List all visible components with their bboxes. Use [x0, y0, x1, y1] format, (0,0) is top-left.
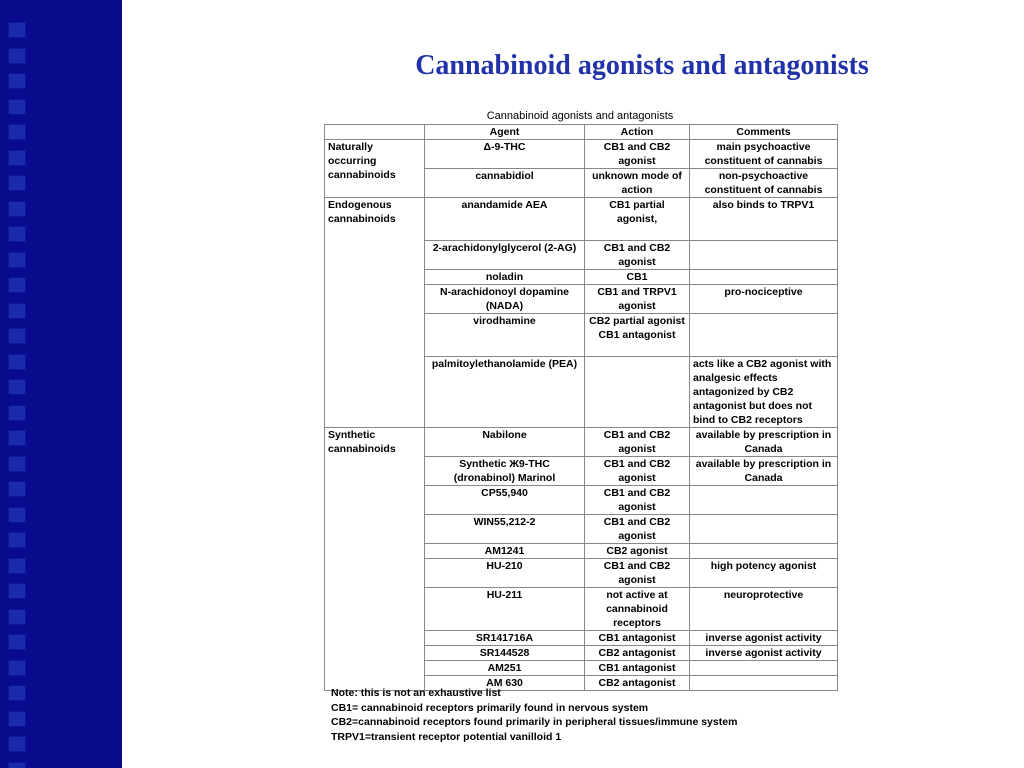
action-cell: CB1 and CB2 agonist [585, 515, 690, 544]
sidebar-square [8, 328, 26, 344]
action-cell: CB1 and CB2 agonist [585, 559, 690, 588]
action-cell: CB1 and TRPV1 agonist [585, 285, 690, 314]
comments-cell [690, 241, 838, 270]
agent-cell: anandamide AEA [425, 198, 585, 241]
sidebar-square [8, 22, 26, 38]
comments-cell: high potency agonist [690, 559, 838, 588]
group-label: Endogenous cannabinoids [325, 198, 425, 428]
table-header-row [325, 125, 838, 140]
sidebar-square [8, 609, 26, 625]
action-cell: CB2 agonist [585, 544, 690, 559]
sidebar-square [8, 226, 26, 242]
action-cell: CB1 and CB2 agonist [585, 241, 690, 270]
agent-cell: Nabilone [425, 428, 585, 457]
sidebar-square [8, 660, 26, 676]
action-cell: not active at cannabinoid receptors [585, 588, 690, 631]
sidebar-square [8, 124, 26, 140]
group-label: Naturally occurring cannabinoids [325, 140, 425, 198]
notes [331, 686, 851, 744]
sidebar-square [8, 685, 26, 701]
comments-cell: acts like a CB2 agonist with analgesic effects antagonized by CB2 antagonist but does not bind to CB2 receptors [690, 357, 838, 428]
table-row [325, 140, 838, 169]
sidebar-square [8, 405, 26, 421]
action-cell: CB1 antagonist [585, 631, 690, 646]
sidebar-square [8, 481, 26, 497]
comments-cell: also binds to TRPV1 [690, 198, 838, 241]
header-action: Action [585, 125, 690, 140]
sidebar-square [8, 456, 26, 472]
sidebar-square [8, 558, 26, 574]
comments-cell [690, 314, 838, 357]
sidebar-square [8, 736, 26, 752]
agent-cell: HU-211 [425, 588, 585, 631]
agent-cell: AM251 [425, 661, 585, 676]
sidebar-square [8, 634, 26, 650]
note-line: TRPV1=transient receptor potential vanilloid 1 [331, 730, 562, 743]
sidebar-square [8, 532, 26, 548]
action-cell: unknown mode of action [585, 169, 690, 198]
comments-cell: pro-nociceptive [690, 285, 838, 314]
action-cell: CB1 and CB2 agonist [585, 457, 690, 486]
action-cell [585, 357, 690, 428]
table-body [325, 140, 838, 691]
action-cell: CB1 antagonist [585, 661, 690, 676]
sidebar-square [8, 379, 26, 395]
comments-cell: main psychoactive constituent of cannabis [690, 140, 838, 169]
comments-cell [690, 486, 838, 515]
comments-cell [690, 661, 838, 676]
action-cell: CB1 partial agonist, [585, 198, 690, 241]
sidebar-square [8, 430, 26, 446]
comments-cell [690, 515, 838, 544]
action-cell: CB2 antagonist [585, 676, 690, 691]
cannabinoid-table [324, 124, 838, 691]
comments-cell: neuroprotective [690, 588, 838, 631]
note-line: Note: this is not an exhaustive list [331, 687, 501, 699]
sidebar-square [8, 762, 26, 768]
note-line: CB2=cannabinoid receptors found primarily in peripheral tissues/immune system [331, 716, 738, 728]
action-cell: CB1 and CB2 agonist [585, 486, 690, 515]
agent-cell: AM 630 [425, 676, 585, 691]
sidebar-square [8, 99, 26, 115]
comments-cell: available by prescription in Canada [690, 428, 838, 457]
agent-cell: CP55,940 [425, 486, 585, 515]
agent-cell: SR144528 [425, 646, 585, 661]
sidebar-square [8, 711, 26, 727]
comments-cell [690, 544, 838, 559]
agent-cell: Synthetic Ж9-THC (dronabinol) Marinol [425, 457, 585, 486]
sidebar-square [8, 175, 26, 191]
table-row [325, 198, 838, 241]
header-group [325, 125, 425, 140]
comments-cell: inverse agonist activity [690, 631, 838, 646]
action-cell: CB1 [585, 270, 690, 285]
note-line: CB1= cannabinoid receptors primarily found in nervous system [331, 701, 649, 714]
slide-title: Cannabinoid agonists and antagonists [415, 50, 869, 81]
agent-cell: SR141716A [425, 631, 585, 646]
action-cell: CB2 antagonist [585, 646, 690, 661]
header-agent: Agent [425, 125, 585, 140]
group-label: Synthetic cannabinoids [325, 428, 425, 691]
agent-cell: noladin [425, 270, 585, 285]
agent-cell: virodhamine [425, 314, 585, 357]
header-comments: Comments [690, 125, 838, 140]
sidebar-square [8, 354, 26, 370]
table-row [325, 428, 838, 457]
agent-cell: palmitoylethanolamide (PEA) [425, 357, 585, 428]
sidebar-square [8, 201, 26, 217]
sidebar-square [8, 303, 26, 319]
comments-cell: available by prescription in Canada [690, 457, 838, 486]
comments-cell: inverse agonist activity [690, 646, 838, 661]
decorative-sidebar [0, 0, 122, 768]
action-cell: CB1 and CB2 agonist [585, 428, 690, 457]
comments-cell [690, 270, 838, 285]
agent-cell: WIN55,212-2 [425, 515, 585, 544]
sidebar-square [8, 73, 26, 89]
agent-cell: cannabidiol [425, 169, 585, 198]
sidebar-square [8, 252, 26, 268]
agent-cell: HU-210 [425, 559, 585, 588]
sidebar-square [8, 48, 26, 64]
agent-cell: AM1241 [425, 544, 585, 559]
sidebar-square [8, 583, 26, 599]
action-cell: CB2 partial agonist CB1 antagonist [585, 314, 690, 357]
agent-cell: Δ-9-THC [425, 140, 585, 169]
comments-cell: non-psychoactive constituent of cannabis [690, 169, 838, 198]
agent-cell: N-arachidonoyl dopamine (NADA) [425, 285, 585, 314]
sidebar-square [8, 507, 26, 523]
sidebar-square [8, 150, 26, 166]
table-caption: Cannabinoid agonists and antagonists [486, 110, 674, 122]
sidebar-square [8, 277, 26, 293]
agent-cell: 2-arachidonylglycerol (2-AG) [425, 241, 585, 270]
action-cell: CB1 and CB2 agonist [585, 140, 690, 169]
